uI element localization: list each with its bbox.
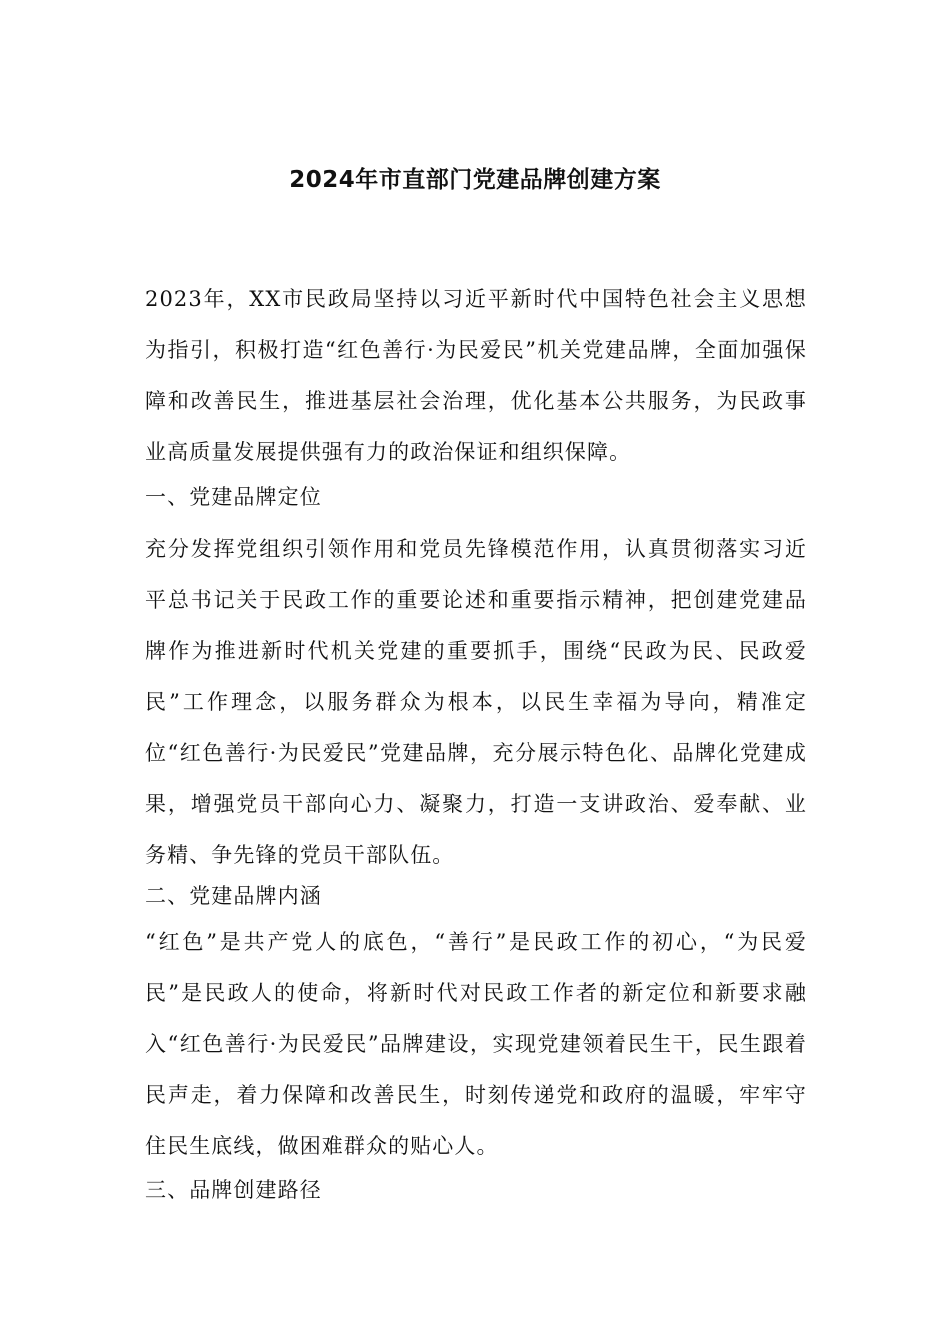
positioning-paragraph: 充分发挥党组织引领作用和党员先锋模范作用，认真贯彻落实习近平总书记关于民政工作的重要论述和重要指示精神，把创建党建品牌作为推进新时代机关党建的重要抓手，围绕“民政为民、民政爱民”工作理念，以服务群众为根本，以民生幸福为导向，精准定位“红色善行·为民爱民”党建品牌，充分展示特色化、品牌化党建成果，增强党员干部向心力、凝聚力，打造一支讲政治、爱奉献、业务精、争先锋的党员干部队伍。	[145, 537, 807, 867]
connotation-paragraph: “红色”是共产党人的底色，“善行”是民政工作的初心，“为民爱民”是民政人的使命，将新时代对民政工作者的新定位和新要求融入“红色善行·为民爱民”品牌建设，实现党建领着民生干，民生跟着民声走，着力保障和改善民生，时刻传递党和政府的温暖，牢牢守住民生底线，做困难群众的贴心人。	[145, 930, 807, 1158]
section-heading-positioning: 一、党建品牌定位	[145, 485, 322, 509]
intro-paragraph: 2023年，XX市民政局坚持以习近平新时代中国特色社会主义思想为指引，积极打造“红色善行·为民爱民”机关党建品牌，全面加强保障和改善民生，推进基层社会治理，优化基本公共服务，为民政事业高质量发展提供强有力的政治保证和组织保障。	[145, 287, 807, 464]
section-heading-path: 三、品牌创建路径	[145, 1178, 322, 1202]
document-title: 2024年市直部门党建品牌创建方案	[289, 167, 661, 193]
section-heading-connotation: 二、党建品牌内涵	[145, 884, 322, 908]
